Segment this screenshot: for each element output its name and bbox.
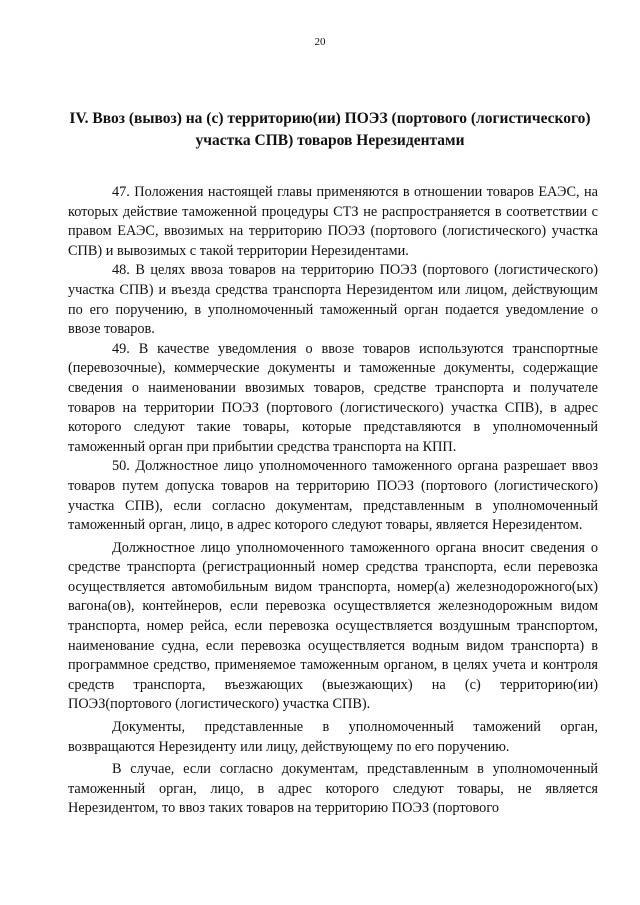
paragraph-47: 47. Положения настоящей главы применяются в отношении товаров ЕАЭС, на которых действие таможенной процедуры СТЗ не распространяется в соответствии с правом ЕАЭС, ввозимых на территорию ПОЭЗ (портового (логистического) участка СПВ) и вывозимых с такой территории Нерезидентами. <box>68 184 598 259</box>
paragraph-50-documents-returned: Документы, представленные в уполномоченный таможений орган, возвращаются Нерезиденту или лицу, действующему по его поручению. <box>68 719 598 755</box>
section-heading-line-1: IV. Ввоз (вывоз) на (с) территорию(ии) ПОЭЗ (портового (логистического) <box>69 110 591 127</box>
document-body <box>68 183 598 819</box>
paragraph-50-non-resident-case: В случае, если согласно документам, представленным в уполномоченный таможенный орган, лицо, в адрес которого следуют товары, не является Нерезидентом, то ввоз таких товаров на территорию ПОЭЗ (портового <box>68 761 598 817</box>
paragraph-48: 48. В целях ввоза товаров на территорию ПОЭЗ (портового (логистического) участка СПВ) и въезда средства транспорта Нерезидентом или лицом, действующим по его поручению, в уполномоченный таможенный орган подается уведомление о ввозе товаров. <box>68 262 598 338</box>
paragraph-50-transport-info: Должностное лицо уполномоченного таможенного органа вносит сведения о средстве транспорта (регистрационный номер средства транспорта, если перевозка осуществляется автомобильным видом транспорта, номер(а) железнодорожного(ых) вагона(ов), контейнеров, если перевозка осуществляется железнодорожным видом транспорта, номер рейса, если перевозка осуществляется воздушным транспортом, наименование судна, если перевозка осуществляется водным видом транспорта) в программное средство, применяемое таможенным органом, в целях учета и контроля средств транспорта, въезжающих (выезжающих) на (с) территорию(ии) ПОЭЗ(портового (логистического) участка СПВ). <box>68 539 598 713</box>
paragraph-49: 49. В качестве уведомления о ввозе товаров используются транспортные (перевозочные), коммерческие документы и таможенные документы, содержащие сведения о наименовании ввозимых товаров, средстве транспорта и получателе товаров на территории ПОЭЗ (портового (логистического) участка СПВ), в адрес которого следуют такие товары, которые представляются в уполномоченный таможенный орган при прибытии средства транспорта на КПП. <box>68 340 598 455</box>
section-heading-line-2: участка СПВ) товаров Нерезидентами <box>195 132 465 149</box>
section-heading <box>60 108 600 152</box>
paragraph-50: 50. Должностное лицо уполномоченного таможенного органа разрешает ввоз товаров путем допуска товаров на территорию ПОЭЗ (портового (логистического) участка СПВ), если согласно документам, представленным в уполномоченный таможенный орган, лицо, в адрес которого следуют товары, является Нерезидентом. <box>68 458 598 534</box>
page-number: 20 <box>314 36 326 48</box>
